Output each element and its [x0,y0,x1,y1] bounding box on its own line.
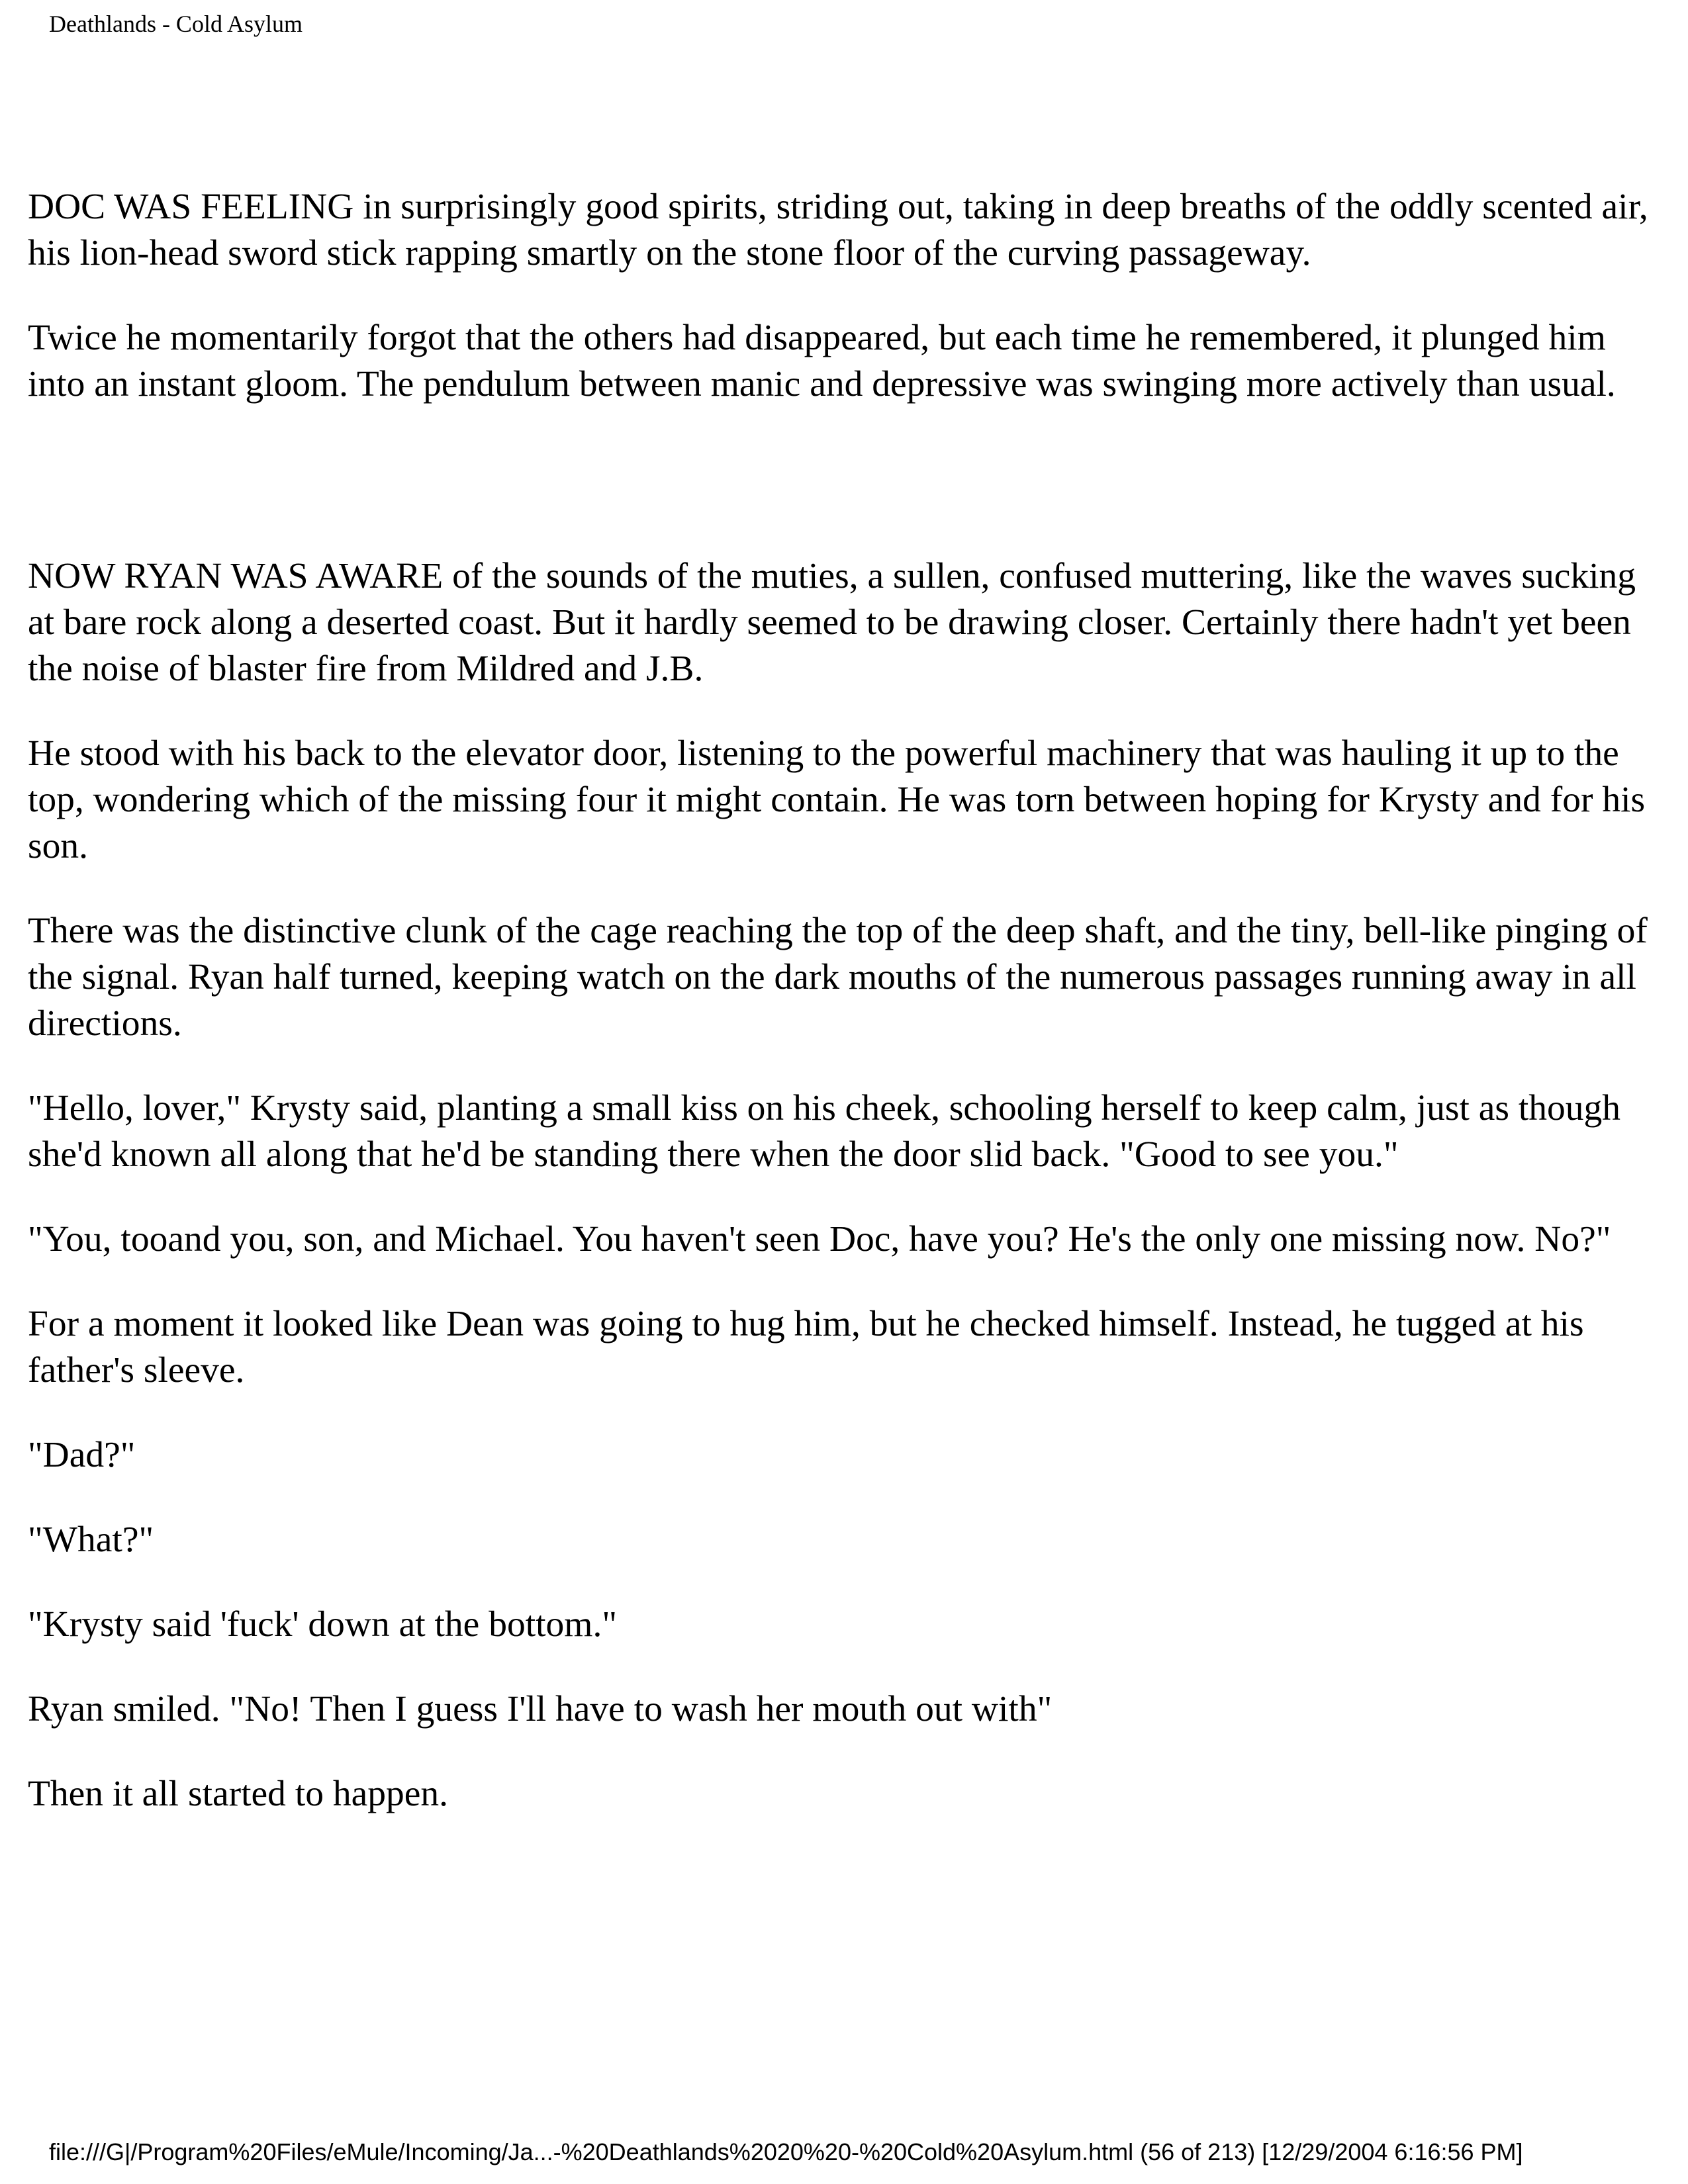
paragraph: He stood with his back to the elevator door, listening to the powerful machinery that was hauling it up to the top, wondering which of the missing four it might contain. He was torn between hoping for Krysty and for his son. [28,733,1646,866]
paragraph: "Dad?" [28,1435,136,1475]
paragraph: NOW RYAN WAS AWARE of the sounds of the muties, a sullen, confused muttering, like the waves sucking at bare rock along a deserted coast. But it hardly seemed to be drawing closer. Certainly there hadn't yet been the noise of blaster fire from Mildred and J.B. [28,556,1636,689]
section-break [28,446,1669,553]
document-body [28,184,1669,1856]
paragraph: "Krysty said 'fuck' down at the bottom." [28,1604,617,1645]
section-doc [28,184,1669,408]
section-ryan [28,553,1669,1817]
page-footer-url: file:///G|/Program%20Files/eMule/Incoming/Ja...-%20Deathlands%2020%20-%20Cold%20Asylum.html (56 of 213) [12/29/2004 6:16:56 PM] [49,2138,1523,2165]
paragraph: DOC WAS FEELING in surprisingly good spirits, striding out, taking in deep breaths of the oddly scented air, his lion-head sword stick rapping smartly on the stone floor of the curving passageway. [28,187,1648,273]
page-header-title: Deathlands - Cold Asylum [49,11,303,37]
paragraph: Then it all started to happen. [28,1774,448,1814]
paragraph: "What?" [28,1520,154,1560]
paragraph: Ryan smiled. "No! Then I guess I'll have to wash her mouth out with" [28,1689,1053,1729]
paragraph: "You, tooand you, son, and Michael. You haven't seen Doc, have you? He's the only one missing now. No?" [28,1219,1611,1259]
paragraph: "Hello, lover," Krysty said, planting a small kiss on his cheek, schooling herself to keep calm, just as though she'd known all along that he'd be standing there when the door slid back. "Good to see you." [28,1088,1621,1175]
paragraph: Twice he momentarily forgot that the others had disappeared, but each time he remembered, it plunged him into an instant gloom. The pendulum between manic and depressive was swinging more actively than usual. [28,318,1616,404]
paragraph: There was the distinctive clunk of the cage reaching the top of the deep shaft, and the tiny, bell-like pinging of the signal. Ryan half turned, keeping watch on the dark mouths of the numerous passages running away in all directions. [28,911,1648,1044]
paragraph: For a moment it looked like Dean was going to hug him, but he checked himself. Instead, he tugged at his father's sleeve. [28,1304,1584,1390]
